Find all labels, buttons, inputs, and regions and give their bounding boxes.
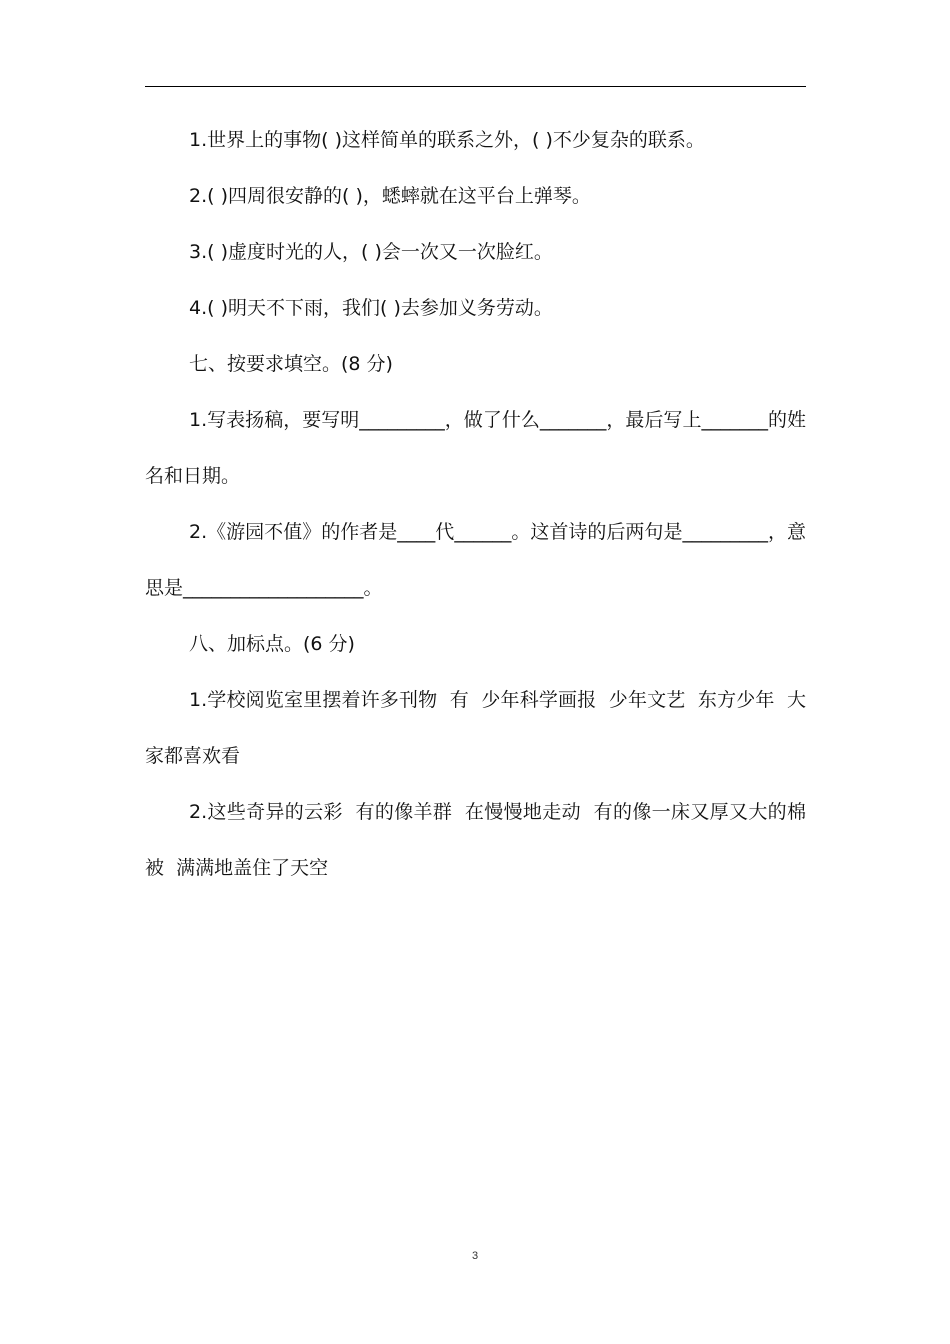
question-6-item-1: 1.世界上的事物( )这样简单的联系之外，( )不少复杂的联系。 bbox=[189, 129, 705, 151]
header-rule bbox=[145, 86, 806, 87]
page-number: 3 bbox=[471, 1250, 479, 1262]
question-6-item-2: 2.( )四周很安静的( )，蟋蟀就在这平台上弹琴。 bbox=[189, 185, 591, 207]
question-7-item-2: 2.《游园不值》的作者是____代______。这首诗的后两句是_________，意思是___________________。 bbox=[145, 521, 806, 599]
question-7-item-1: 1.写表扬稿，要写明_________，做了什么_______，最后写上_______的姓名和日期。 bbox=[145, 409, 806, 487]
question-6-item-3: 3.( )虚度时光的人，( )会一次又一次脸红。 bbox=[189, 241, 553, 263]
document-body bbox=[145, 112, 806, 896]
question-8-item-1: 1.学校阅览室里摆着许多刊物 有 少年科学画报 少年文艺 东方少年 大家都喜欢看 bbox=[145, 689, 806, 767]
section-7-heading: 七、按要求填空。(8 分) bbox=[189, 353, 393, 375]
section-8-heading: 八、加标点。(6 分) bbox=[189, 633, 355, 655]
question-8-item-2: 2.这些奇异的云彩 有的像羊群 在慢慢地走动 有的像一床又厚又大的棉被 满满地盖住了天空 bbox=[145, 801, 806, 879]
question-6-item-4: 4.( )明天不下雨，我们( )去参加义务劳动。 bbox=[189, 297, 553, 319]
